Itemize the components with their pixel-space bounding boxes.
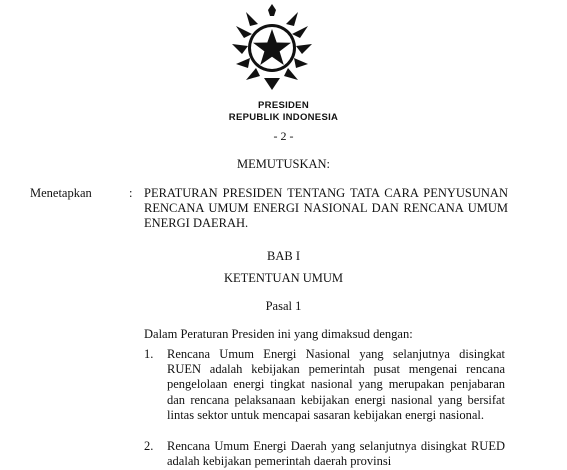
- state-emblem-icon: [228, 4, 316, 92]
- list-item-number: 1.: [144, 347, 154, 361]
- list-item-text: Rencana Umum Energi Daerah yang selanjutnya disingkat RUED adalah kebijakan pemerintah daerah provinsi: [167, 439, 505, 469]
- chapter-title: KETENTUAN UMUM: [223, 271, 344, 285]
- decision-title: MEMUTUSKAN:: [236, 157, 331, 171]
- list-item-text: Rencana Umum Energi Nasional yang selanjutnya disingkat RUEN adalah kebijakan pemerintah pusat mengenai rencana pengelolaan energi tingkat nasional yang merupakan penjabaran dan rencana pelaksanaan kebijakan energi nasional yang bersifat lintas sektor untuk mencapai sasaran kebijakan energi nasional.: [167, 347, 505, 422]
- article-intro: Dalam Peraturan Presiden ini yang dimaksud dengan:: [144, 327, 413, 341]
- article-number: Pasal 1: [265, 299, 302, 313]
- decision-text: PERATURAN PRESIDEN TENTANG TATA CARA PENYUSUNAN RENCANA UMUM ENERGI NASIONAL DAN RENCANA UMUM ENERGI DAERAH.: [144, 186, 508, 231]
- header-title: PRESIDEN: [258, 100, 309, 111]
- header-subtitle: REPUBLIK INDONESIA: [228, 112, 339, 123]
- menetapkan-label: Menetapkan: [30, 186, 92, 200]
- menetapkan-colon: :: [129, 186, 133, 200]
- list-item-number: 2.: [144, 439, 154, 453]
- chapter-number: BAB I: [267, 249, 300, 263]
- page-number: - 2 -: [273, 129, 294, 143]
